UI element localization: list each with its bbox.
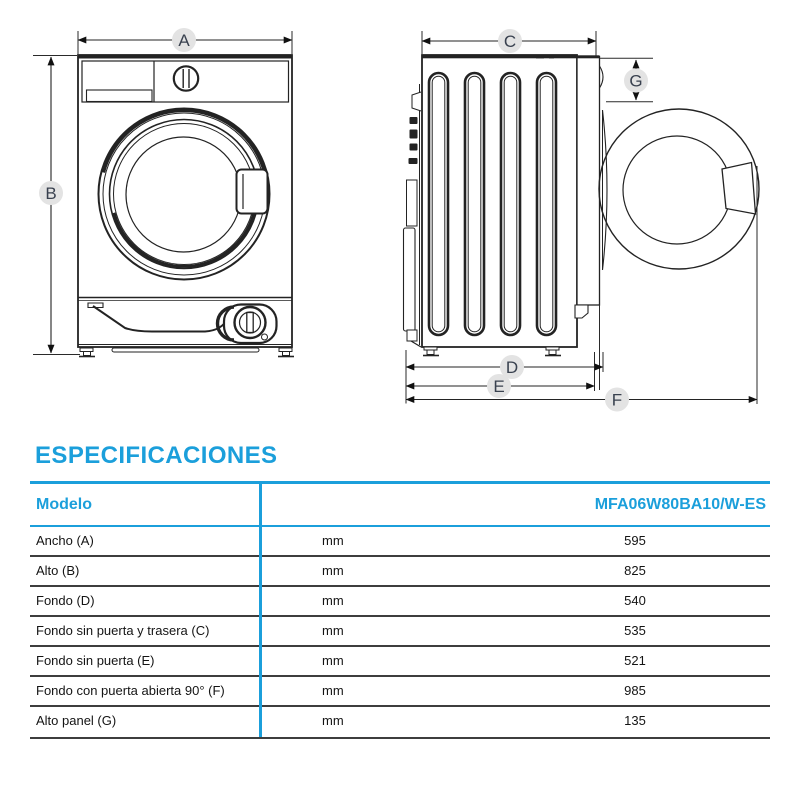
dim-label-d: D — [505, 358, 519, 377]
model-column-header: Modelo — [36, 496, 92, 513]
spec-value: 595 — [624, 533, 646, 548]
page-title: ESPECIFICACIONES — [35, 442, 278, 469]
spec-unit: mm — [322, 653, 344, 668]
spec-value: 535 — [624, 623, 646, 638]
spec-value: 985 — [624, 683, 646, 698]
spec-label: Alto (B) — [36, 563, 80, 578]
side-foot-right — [545, 347, 561, 356]
spec-label: Fondo sin puerta (E) — [36, 653, 155, 668]
side-view — [404, 29, 760, 412]
dim-badge-e — [487, 374, 511, 398]
dim-label-e: E — [493, 377, 505, 396]
spec-unit: mm — [322, 563, 344, 578]
front-view — [33, 28, 294, 357]
spec-label: Fondo sin puerta y trasera (C) — [36, 623, 210, 638]
rear-fittings — [404, 84, 422, 347]
door-open — [599, 109, 759, 269]
spec-label: Fondo (D) — [36, 593, 95, 608]
dim-label-g: G — [629, 71, 643, 91]
spec-value: 825 — [624, 563, 646, 578]
dim-badge-b — [39, 181, 63, 205]
dim-label-b: B — [45, 184, 57, 203]
table-row — [30, 527, 770, 557]
spec-label: Fondo con puerta abierta 90° (F) — [36, 683, 225, 698]
spec-unit: mm — [322, 623, 344, 638]
model-value: MFA06W80BA10/W-ES — [594, 496, 766, 513]
table-header-row — [30, 484, 770, 527]
spec-table — [30, 481, 770, 739]
dim-badge-a — [172, 28, 196, 52]
spec-unit: mm — [322, 593, 344, 608]
spec-value: 135 — [624, 713, 646, 728]
side-foot-left — [423, 347, 439, 356]
spec-value: 540 — [624, 593, 646, 608]
table-row — [30, 647, 770, 677]
table-row — [30, 557, 770, 587]
foot-right — [278, 348, 294, 357]
spec-unit: mm — [322, 683, 344, 698]
table-row — [30, 707, 770, 737]
spec-label: Ancho (A) — [36, 533, 94, 548]
dim-badge-f — [605, 388, 629, 412]
foot-left — [79, 348, 95, 357]
dim-label-f: F — [611, 390, 623, 410]
dim-label-c: C — [503, 32, 517, 51]
spec-label: Alto panel (G) — [36, 713, 117, 728]
dim-badge-g — [624, 69, 648, 93]
dim-label-a: A — [178, 31, 190, 50]
table-row — [30, 677, 770, 707]
table-column-divider — [259, 484, 262, 737]
spec-value: 521 — [624, 653, 646, 668]
table-row — [30, 587, 770, 617]
table-row — [30, 617, 770, 647]
dim-badge-c — [498, 29, 522, 53]
spec-unit: mm — [322, 713, 344, 728]
spec-unit: mm — [322, 533, 344, 548]
